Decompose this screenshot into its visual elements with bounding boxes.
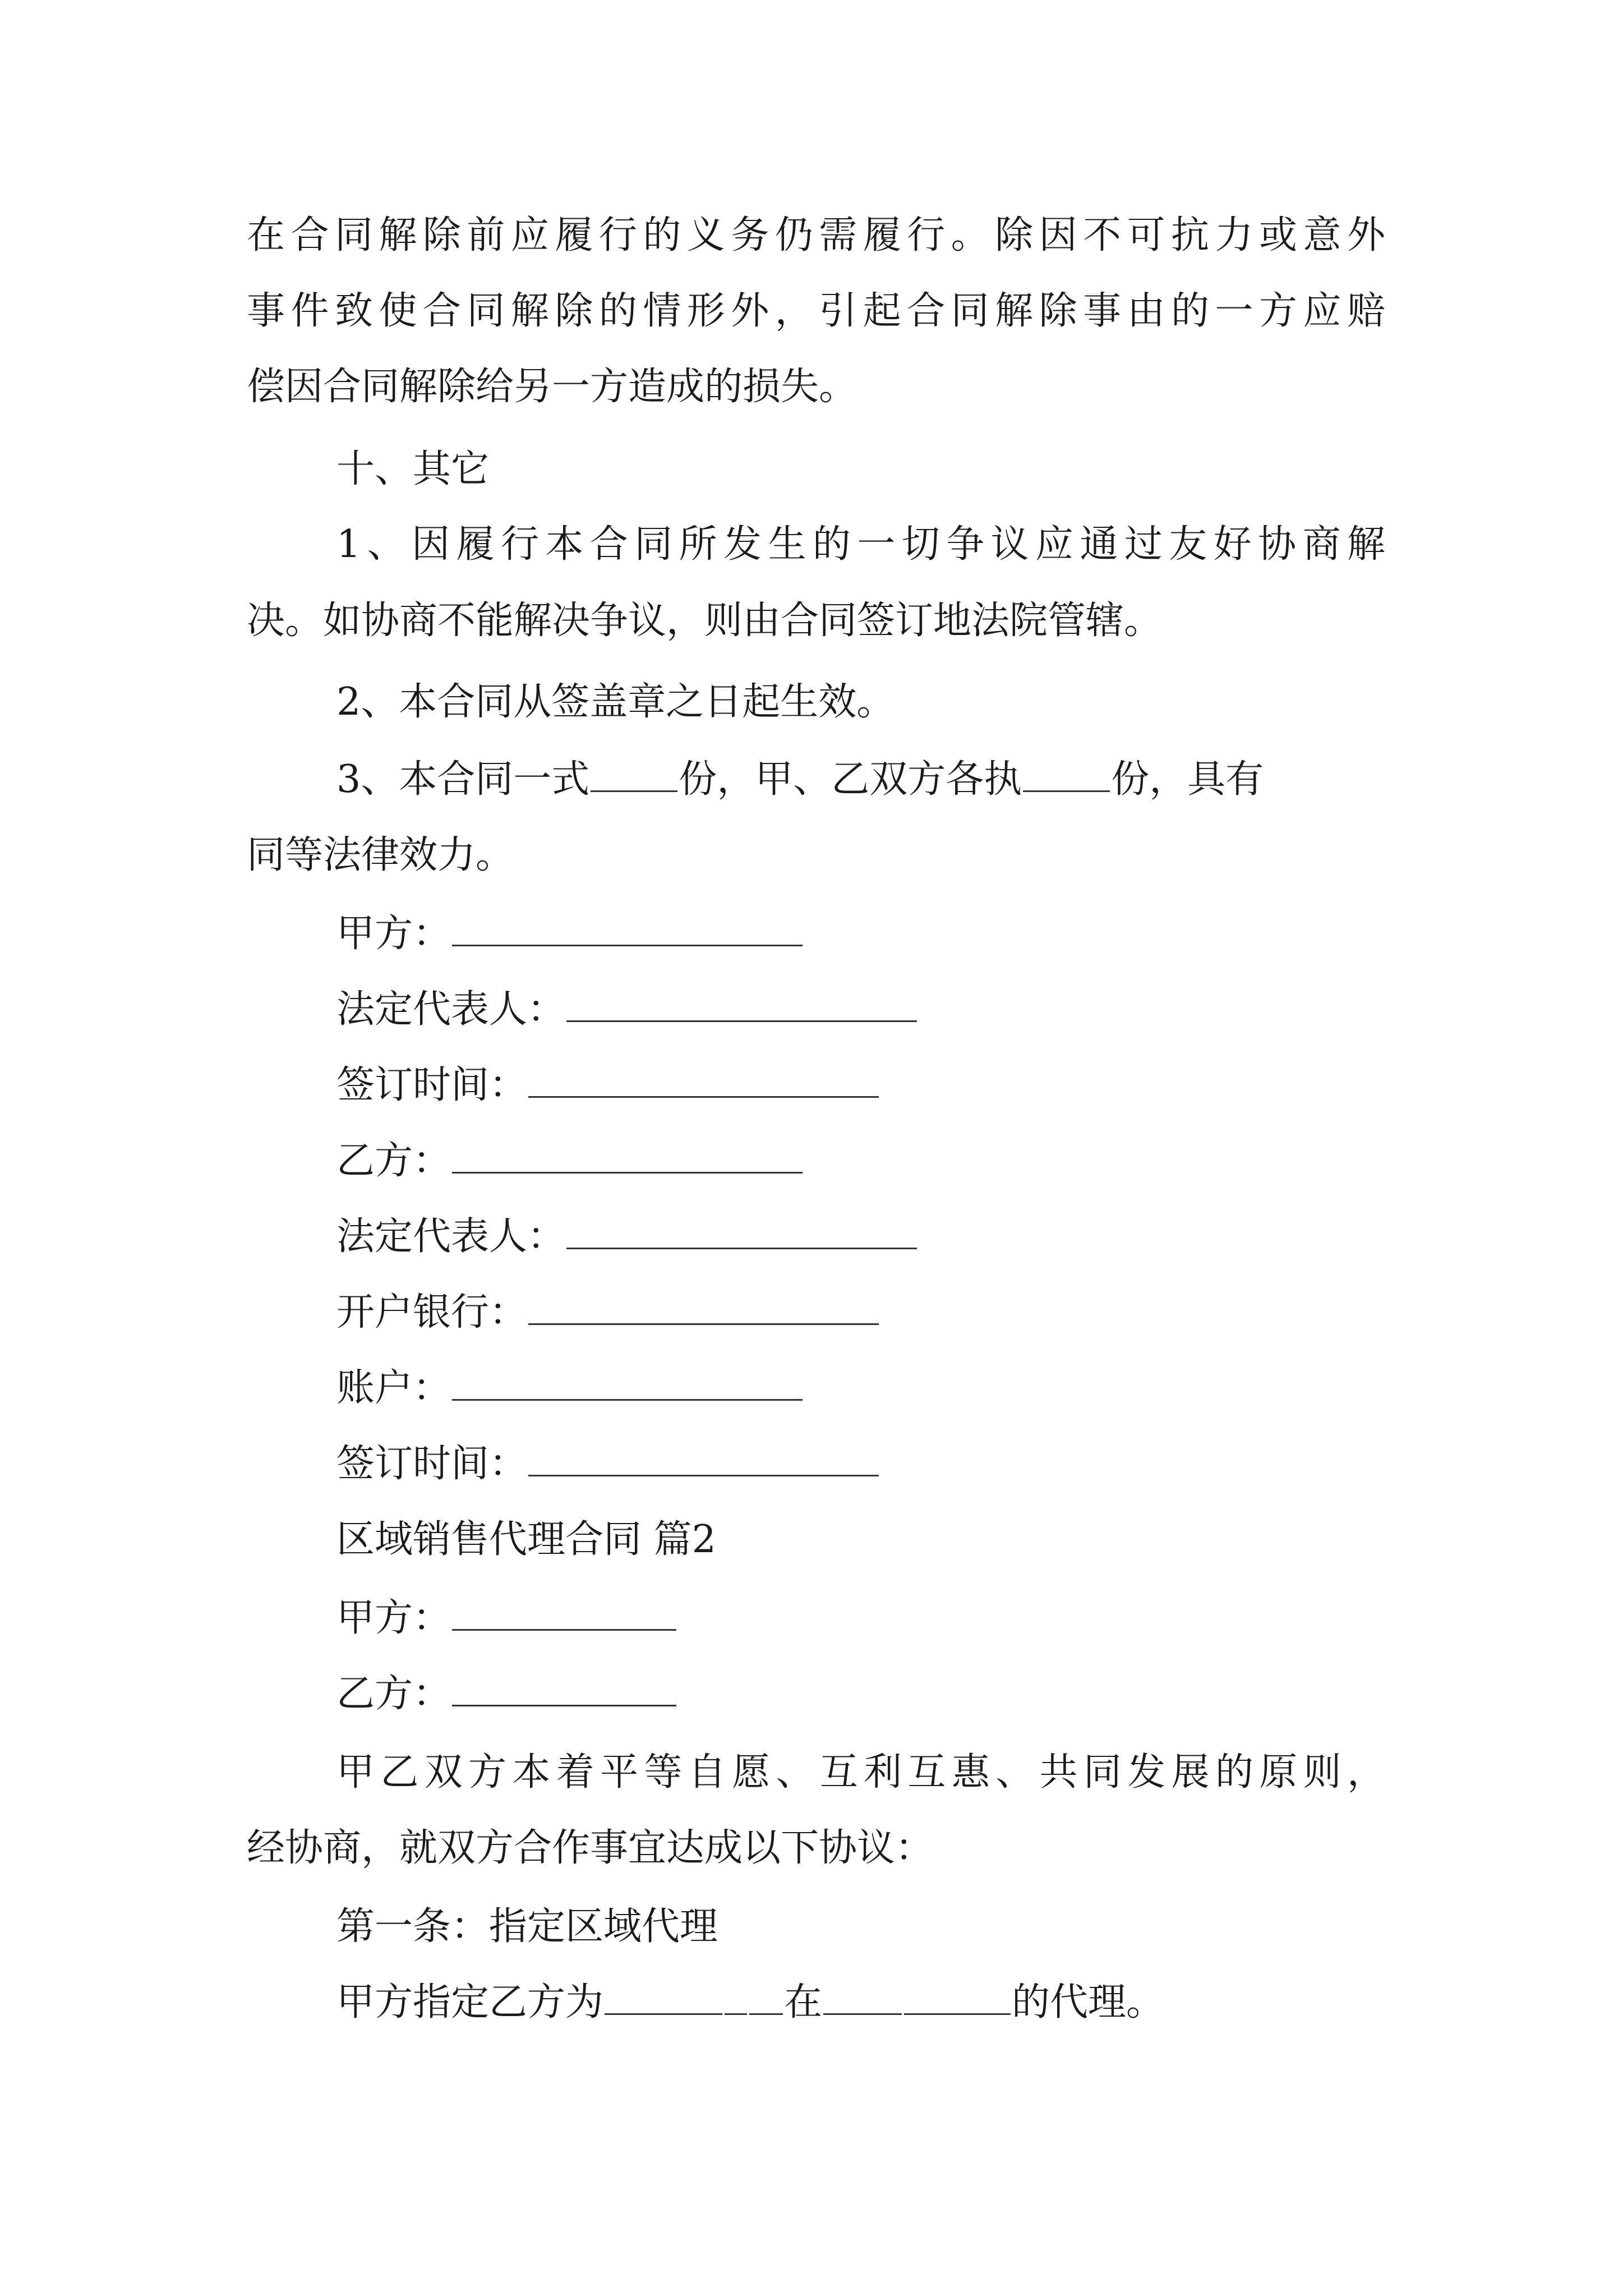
party-blank: [452, 1670, 676, 1706]
signature-row: [336, 1136, 804, 1186]
signature-row: [336, 909, 804, 959]
clause-line: 1、因履行本合同所发生的一切争议应通过友好协商解: [336, 522, 1385, 567]
region-blank: [823, 1978, 902, 2015]
region-blank: [904, 1978, 1011, 2015]
signature-row: [336, 1060, 880, 1111]
article-text: 在: [784, 1980, 823, 2024]
signature-label: 乙方：: [336, 1139, 451, 1183]
document-title: 区域销售代理合同 篇2: [336, 1517, 716, 1562]
copies-blank: [591, 756, 677, 792]
signature-blank: [452, 1137, 803, 1174]
agent-blank: [749, 1978, 783, 2015]
clause-line: 决。如协商不能解决争议，则由合同签订地法院管辖。: [247, 599, 1163, 643]
party-label: 乙方：: [336, 1672, 451, 1716]
signature-blank: [528, 1440, 879, 1476]
signature-row: [336, 1439, 880, 1489]
signature-label: 法定代表人：: [336, 987, 566, 1032]
signature-label: 账户：: [336, 1366, 451, 1410]
signature-blank: [566, 1213, 917, 1249]
section-heading: 十、其它: [336, 447, 490, 491]
article-text: 的代理。: [1012, 1980, 1165, 2024]
clause-text: 3、本合同一式: [336, 757, 590, 802]
signature-label: 法定代表人：: [336, 1214, 566, 1259]
signature-blank: [452, 910, 803, 946]
party-row: [336, 1593, 677, 1644]
paragraph-line: 在合同解除前应履行的义务仍需履行。除因不可抗力或意外: [247, 213, 1385, 257]
signature-blank: [452, 1364, 803, 1401]
article-text: 甲方指定乙方为: [336, 1980, 604, 2024]
clause-line: 同等法律效力。: [247, 833, 514, 877]
signature-label: 甲方：: [336, 912, 451, 956]
copies-each-blank: [1023, 756, 1110, 792]
signature-blank: [528, 1289, 879, 1325]
signature-blank: [528, 1061, 879, 1098]
intro-line: 甲乙双方本着平等自愿、互利互惠、共同发展的原则，: [336, 1750, 1385, 1795]
signature-row: [336, 1212, 918, 1262]
signature-row: [336, 984, 918, 1035]
clause-text: 份，甲、乙双方各执: [679, 757, 1022, 802]
agent-blank: [725, 1978, 747, 2015]
signature-label: 签订时间：: [336, 1063, 528, 1107]
clause-line: 2、本合同从签盖章之日起生效。: [336, 680, 895, 724]
article-heading: 第一条：指定区域代理: [336, 1904, 718, 1949]
agent-blank: [605, 1978, 722, 2015]
signature-row: [336, 1287, 880, 1338]
paragraph-line: 偿因合同解除给另一方造成的损失。: [247, 365, 857, 409]
party-row: [336, 1669, 677, 1719]
party-label: 甲方：: [336, 1596, 451, 1640]
party-blank: [452, 1594, 676, 1631]
signature-label: 签订时间：: [336, 1442, 528, 1486]
signature-label: 开户银行：: [336, 1290, 528, 1335]
intro-line: 经协商，就双方合作事宜达成以下协议：: [247, 1826, 934, 1870]
signature-row: [336, 1363, 804, 1414]
signature-blank: [566, 986, 917, 1022]
article-line: [336, 1977, 1164, 2028]
clause-line: [336, 754, 1264, 805]
clause-text: 份，具有: [1111, 757, 1264, 802]
paragraph-line: 事件致使合同解除的情形外，引起合同解除事由的一方应赔: [247, 289, 1385, 333]
